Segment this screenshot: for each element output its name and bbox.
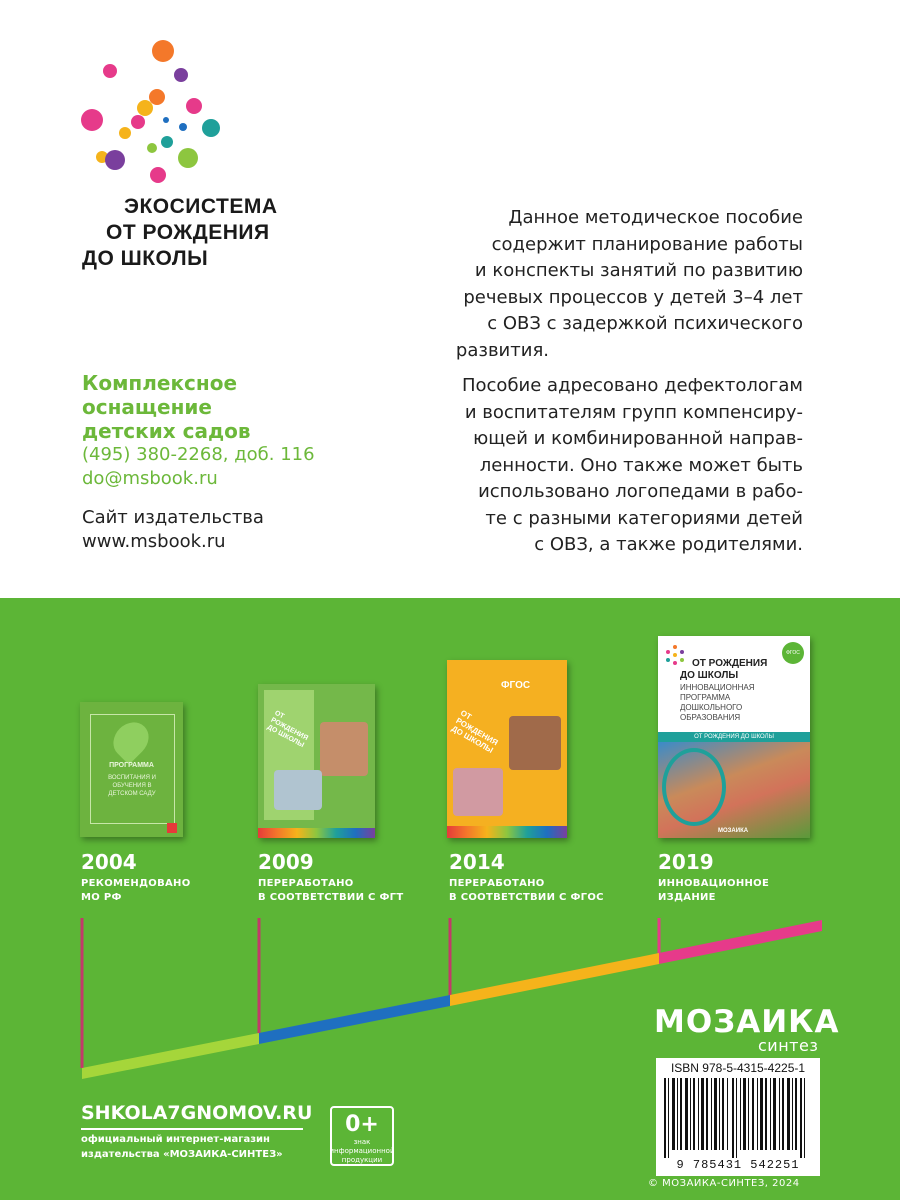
description-line: использовано логопедами в рабо- bbox=[478, 481, 803, 502]
description-line: Данное методическое пособие bbox=[508, 207, 803, 228]
publisher-logo-main: МОЗАИКА bbox=[654, 1004, 840, 1040]
timeline-year: 2019 bbox=[658, 850, 714, 874]
timeline-year: 2004 bbox=[81, 850, 137, 874]
description-line: те с разными категориями детей bbox=[485, 507, 803, 529]
book-2019-publisher: МОЗАИКА bbox=[718, 828, 749, 834]
isbn-text: ISBN 978-5-4315-4225-1 bbox=[670, 1061, 806, 1075]
shop-line-1: официальный интернет-магазин bbox=[81, 1134, 270, 1145]
book-2019-sub-3: ДОШКОЛЬНОГО bbox=[680, 703, 743, 712]
contact-heading-2: оснащение bbox=[82, 395, 212, 419]
description-line: речевых процессов у детей 3–4 лет bbox=[463, 286, 803, 308]
barcode-digits: 9 785431 542251 bbox=[676, 1158, 800, 1172]
age-caption-2: информационной bbox=[329, 1147, 395, 1155]
timeline-caption: ПЕРЕРАБОТАНО bbox=[258, 878, 354, 889]
book-2014-badge: ФГОС bbox=[501, 680, 531, 691]
timeline-year: 2014 bbox=[449, 850, 505, 874]
barcode-image bbox=[662, 1078, 814, 1158]
timeline-segment-2019 bbox=[659, 920, 822, 964]
description-line: с ОВЗ с задержкой психического bbox=[487, 313, 803, 334]
book-2009-title: ОТ РОЖДЕНИЯ ДО ШКОЛЫ bbox=[265, 709, 310, 750]
logo-line-2: ОТ РОЖДЕНИЯ bbox=[106, 221, 270, 244]
age-caption-1: знак bbox=[353, 1138, 371, 1146]
shop-url[interactable]: SHKOLA7GNOMOV.RU bbox=[81, 1102, 313, 1124]
timeline-caption: ПЕРЕРАБОТАНО bbox=[449, 878, 545, 889]
contact-heading-3: детских садов bbox=[82, 419, 251, 443]
book-2004-subtitle: ВОСПИТАНИЯ И ОБУЧЕНИЯ В ДЕТСКОМ САДУ bbox=[108, 775, 156, 797]
copyright: © МОЗАИКА-СИНТЕЗ, 2024 bbox=[648, 1178, 800, 1189]
contact-heading-1: Комплексное bbox=[82, 371, 238, 395]
age-rating: 0+ bbox=[345, 1112, 379, 1137]
timeline-caption: В СООТВЕТСТВИИ С ФГТ bbox=[258, 892, 404, 903]
timeline-caption: ИННОВАЦИОННОЕ bbox=[658, 878, 770, 889]
timeline-year: 2009 bbox=[258, 850, 314, 874]
book-2019-band-text: ОТ РОЖДЕНИЯ ДО ШКОЛЫ bbox=[694, 734, 774, 740]
description-line: содержит планирование работы bbox=[491, 233, 803, 255]
book-2019-title-2: ДО ШКОЛЫ bbox=[680, 670, 739, 681]
timeline-caption: МО РФ bbox=[81, 892, 122, 903]
timeline-segment-2014 bbox=[450, 953, 659, 1006]
description-line: ющей и комбинированной направ- bbox=[473, 428, 803, 449]
site-url[interactable]: www.msbook.ru bbox=[82, 531, 226, 552]
shop-line-2: издательства «МОЗАИКА-СИНТЕЗ» bbox=[81, 1149, 283, 1160]
contact-phone: (495) 380-2268, доб. 116 bbox=[82, 444, 315, 465]
age-caption-3: продукции bbox=[341, 1156, 383, 1164]
description-line: и воспитателям групп компенсиру- bbox=[464, 401, 803, 423]
timeline-segment-2009 bbox=[259, 995, 450, 1044]
shop-underline bbox=[81, 1128, 303, 1130]
book-2019-title-1: ОТ РОЖДЕНИЯ bbox=[692, 658, 768, 669]
book-2019-sub-4: ОБРАЗОВАНИЯ bbox=[680, 713, 741, 722]
timeline-segment-2004 bbox=[82, 1033, 259, 1079]
isbn-barcode-box bbox=[656, 1058, 820, 1176]
contact-email[interactable]: do@msbook.ru bbox=[82, 468, 218, 489]
description-line: развития. bbox=[455, 339, 549, 361]
logo-line-3: ДО ШКОЛЫ bbox=[82, 247, 209, 270]
book-2014-title: ОТ РОЖДЕНИЯ ДО ШКОЛЫ bbox=[449, 708, 500, 755]
publisher-logo-sub: синтез bbox=[758, 1036, 819, 1055]
book-2019-sub-1: ИННОВАЦИОННАЯ bbox=[680, 683, 755, 692]
site-label: Сайт издательства bbox=[82, 507, 264, 528]
timeline-caption: РЕКОМЕНДОВАНО bbox=[81, 878, 191, 889]
timeline-caption: ИЗДАНИЕ bbox=[658, 892, 716, 903]
description-line: ленности. Оно также может быть bbox=[479, 454, 803, 476]
description-line: Пособие адресовано дефектологам bbox=[461, 375, 803, 396]
book-2019-badge: ФГОС bbox=[782, 642, 804, 664]
book-2004-title: ПРОГРАММА bbox=[109, 762, 154, 769]
timeline-caption: В СООТВЕТСТВИИ С ФГОС bbox=[449, 892, 604, 903]
description-line: и конспекты занятий по развитию bbox=[474, 260, 803, 281]
logo-line-1: ЭКОСИСТЕМА bbox=[124, 195, 278, 218]
description-line: с ОВЗ, а также родителями. bbox=[534, 534, 803, 555]
book-2019-sub-2: ПРОГРАММА bbox=[680, 693, 731, 702]
